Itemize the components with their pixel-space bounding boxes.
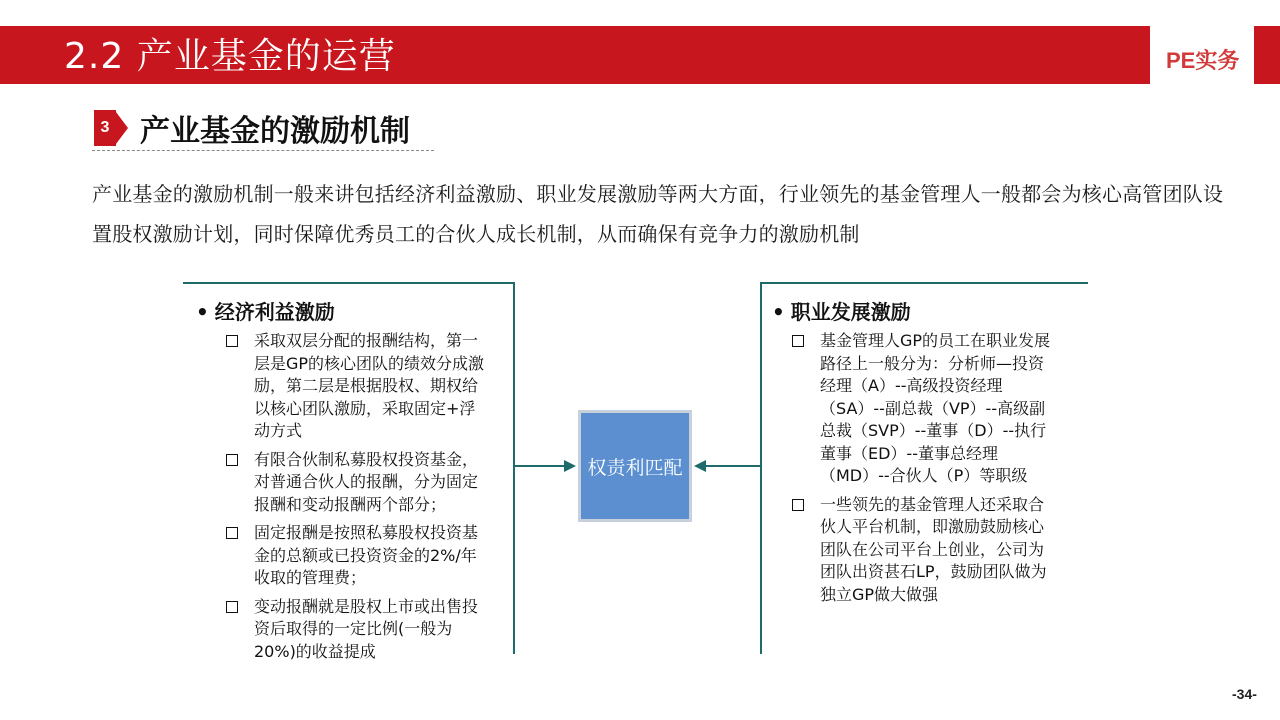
left-panel-heading-text: 经济利益激励 <box>214 300 335 324</box>
section-number-badge: 3 <box>94 110 116 146</box>
list-item-text: 基金管理人GP的员工在职业发展路径上一般分为：分析师—投资经理（A）--高级投资经理（SA）--副总裁（VP）--高级副总裁（SVP）--董事（D）--执行董事（ED）--董事总经理（MD）--合伙人（P）等职级 <box>820 331 1051 485</box>
bullet-icon: • <box>772 300 785 324</box>
bullet-icon: • <box>196 300 209 324</box>
right-panel-list <box>792 330 1054 612</box>
section-title: 产业基金的激励机制 <box>140 114 410 149</box>
checkbox-bullet-icon <box>792 335 804 347</box>
list-item-text: 变动报酬就是股权上市或出售投资后取得的一定比例(一般为20%)的收益提成 <box>254 596 479 661</box>
center-concept-box <box>578 410 692 522</box>
page-number: -34- <box>1232 686 1257 702</box>
right-arrow-head-icon <box>694 460 706 472</box>
list-item-text: 一些领先的基金管理人还采取合伙人平台机制，即激励鼓励核心团队在公司平台上创业，公司为团队出资甚石LP，鼓励团队做为独立GP做大做强 <box>820 494 1047 604</box>
list-item-text: 采取双层分配的报酬结构，第一层是GP的核心团队的绩效分成激励，第二层是根据股权、期权给以核心团队激励，采取固定+浮动方式 <box>254 331 485 440</box>
page-title: 2.2 产业基金的运营 <box>64 36 396 77</box>
checkbox-bullet-icon <box>792 499 804 511</box>
center-label: 权责利匹配 <box>587 456 683 479</box>
list-item <box>792 494 1054 607</box>
right-panel-heading-text: 职业发展激励 <box>790 300 911 324</box>
list-item-text: 有限合伙制私募股权投资基金，对普通合伙人的报酬，分为固定报酬和变动报酬两个部分； <box>254 449 479 514</box>
brand-logo: PE实务 <box>1166 48 1240 73</box>
left-arrow-head-icon <box>564 460 576 472</box>
list-item-text: 固定报酬是按照私募股权投资基金的总额或已投资资金的2%/年收取的管理费； <box>254 523 479 587</box>
intro-paragraph: 产业基金的激励机制一般来讲包括经济利益激励、职业发展激励等两大方面，行业领先的基金管理人一般都会为核心高管团队设置股权激励计划，同时保障优秀员工的合伙人成长机制，从而确保有竞争力的激励机制 <box>92 182 1224 246</box>
list-item <box>792 330 1054 488</box>
right-panel-heading <box>772 296 911 325</box>
